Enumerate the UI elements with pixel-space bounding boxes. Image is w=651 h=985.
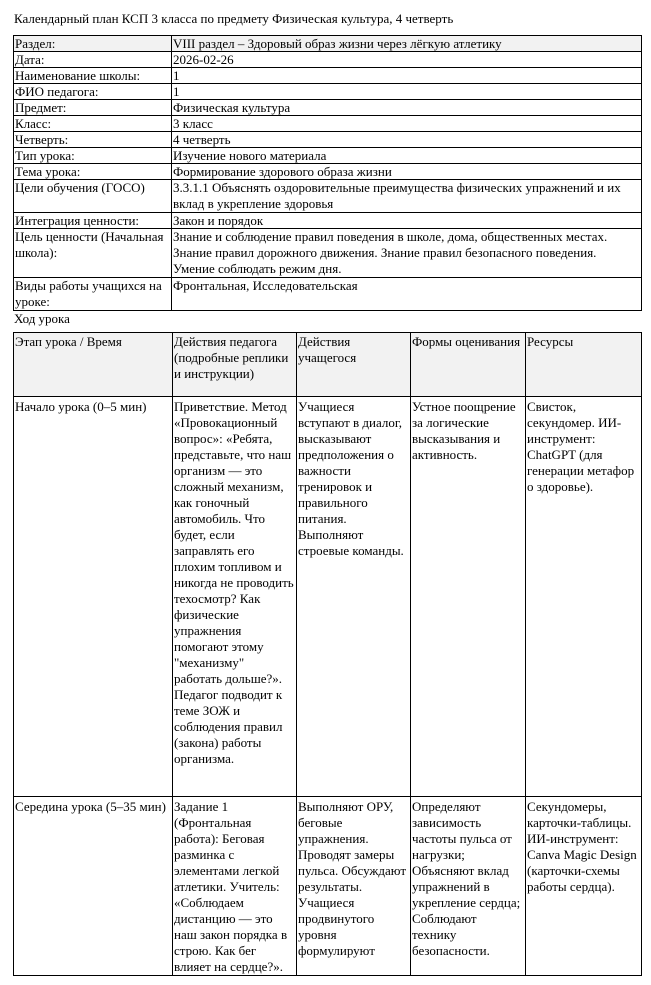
info-row-date <box>14 52 642 68</box>
table-row <box>14 397 642 797</box>
info-value: 1 <box>172 84 642 100</box>
header-resources: Ресурсы <box>526 333 642 397</box>
info-label: Класс: <box>14 116 172 132</box>
info-value: 3 класс <box>172 116 642 132</box>
cell-resources: Секундомеры, карточки-таблицы. ИИ-инструмент: Canva Magic Design (карточки-схемы работы сердца). <box>526 797 642 976</box>
cell-assessment: Устное поощрение за логические высказывания и активность. <box>411 397 526 797</box>
info-row-topic <box>14 164 642 180</box>
info-row-teacher <box>14 84 642 100</box>
cell-teacher-actions: Задание 1 (Фронтальная работа): Беговая разминка с элементами легкой атлетики. Учитель: «Соблюдаем дистанцию — это наш закон порядка в строю. Как бег влияет на сердце?». <box>173 797 297 976</box>
cell-teacher-actions: Приветствие. Метод «Провокационный вопрос»: «Ребята, представьте, что наш организм — это сложный механизм, как гоночный автомобиль. Что будет, если заправлять его плохим топливом и никогда не проводить техосмотр? Как физические упражнения помогают этому "механизму" работать дольше?». Педагог подводит к теме ЗОЖ и соблюдения правил (закона) работы организма. <box>173 397 297 797</box>
table-row <box>14 797 642 976</box>
info-label: ФИО педагога: <box>14 84 172 100</box>
info-value: 2026-02-26 <box>172 52 642 68</box>
table-header-row <box>14 333 642 397</box>
header-teacher-actions: Действия педагога (подробные реплики и инструкции) <box>173 333 297 397</box>
cell-resources: Свисток, секундомер. ИИ-инструмент: ChatGPT (для генерации метафор о здоровье). <box>526 397 642 797</box>
info-value: Фронтальная, Исследовательская <box>172 278 642 311</box>
info-row-work-types <box>14 278 642 311</box>
cell-stage: Начало урока (0–5 мин) <box>14 397 173 797</box>
info-value: VIII раздел – Здоровый образ жизни через лёгкую атлетику <box>172 36 642 52</box>
cell-stage: Середина урока (5–35 мин) <box>14 797 173 976</box>
lesson-flow-heading: Ход урока <box>14 311 70 326</box>
cell-student-actions: Учащиеся вступают в диалог, высказывают предположения о важности тренировок и правильного питания. Выполняют строевые команды. <box>297 397 411 797</box>
info-row-school <box>14 68 642 84</box>
info-value: Знание и соблюдение правил поведения в школе, дома, общественных местах. Знание правил дорожного движения. Знание правил безопасного поведения. Умение соблюдать режим дня. <box>172 229 642 278</box>
page-title: Календарный план КСП 3 класса по предмету Физическая культура, 4 четверть <box>14 11 454 26</box>
header-assessment: Формы оценивания <box>411 333 526 397</box>
info-label: Предмет: <box>14 100 172 116</box>
info-row-goals <box>14 180 642 213</box>
header-stage: Этап урока / Время <box>14 333 173 397</box>
lesson-info-table <box>13 35 642 311</box>
info-value: Формирование здорового образа жизни <box>172 164 642 180</box>
info-value: 1 <box>172 68 642 84</box>
info-row-lesson-type <box>14 148 642 164</box>
info-label: Раздел: <box>14 36 172 52</box>
info-label: Тема урока: <box>14 164 172 180</box>
info-row-subject <box>14 100 642 116</box>
info-value: Закон и порядок <box>172 213 642 229</box>
info-row-section <box>14 36 642 52</box>
info-label: Цель ценности (Начальная школа): <box>14 229 172 278</box>
info-label: Интеграция ценности: <box>14 213 172 229</box>
cell-assessment: Определяют зависимость частоты пульса от нагрузки; Объясняют вклад упражнений в укрепление сердца; Соблюдают технику безопасности. <box>411 797 526 976</box>
info-value: 4 четверть <box>172 132 642 148</box>
info-row-quarter <box>14 132 642 148</box>
info-label: Четверть: <box>14 132 172 148</box>
info-label: Наименование школы: <box>14 68 172 84</box>
info-value: Изучение нового материала <box>172 148 642 164</box>
info-label: Тип урока: <box>14 148 172 164</box>
info-value: 3.3.1.1 Объяснять оздоровительные преимущества физических упражнений и их вклад в укрепление здоровья <box>172 180 642 213</box>
header-student-actions: Действия учащегося <box>297 333 411 397</box>
info-label: Виды работы учащихся на уроке: <box>14 278 172 311</box>
info-value: Физическая культура <box>172 100 642 116</box>
info-row-grade <box>14 116 642 132</box>
info-label: Цели обучения (ГОСО) <box>14 180 172 213</box>
lesson-flow-table <box>13 332 642 976</box>
info-row-value-integration <box>14 213 642 229</box>
info-row-value-goal <box>14 229 642 278</box>
info-label: Дата: <box>14 52 172 68</box>
cell-student-actions: Выполняют ОРУ, беговые упражнения. Проводят замеры пульса. Обсуждают результаты. Учащиеся продвинутого уровня формулируют <box>297 797 411 976</box>
